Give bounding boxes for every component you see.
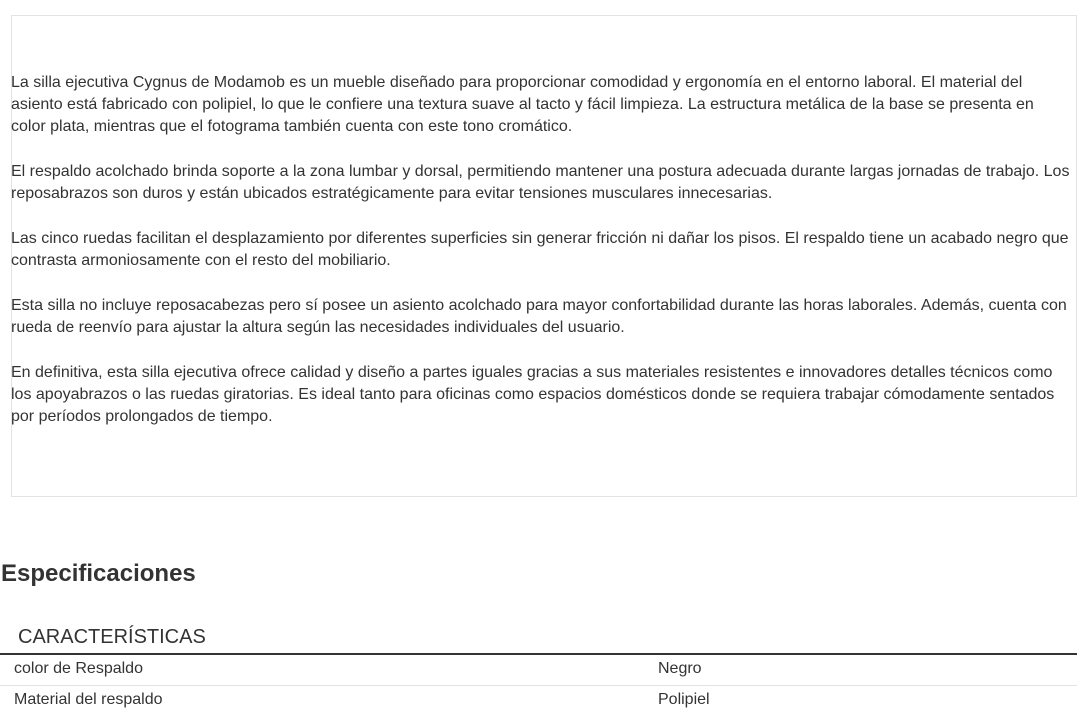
description-paragraph-3: Las cinco ruedas facilitan el desplazamiento por diferentes superficies sin generar fricción ni dañar los pisos. El respaldo tiene un acabado negro que contrasta armoniosamente con el resto del mobiliario. [11, 230, 1069, 269]
description-paragraph-4: Esta silla no incluye reposacabezas pero sí posee un asiento acolchado para mayor confortabilidad durante las horas laborales. Además, cuenta con rueda de reenvío para ajustar la altura según las necesidades individuales del usuario. [11, 297, 1067, 336]
specifications-table [0, 655, 1077, 716]
description-text [11, 72, 1071, 451]
characteristics-section-header: CARACTERÍSTICAS [18, 626, 206, 648]
spec-name: color de Respaldo [14, 660, 143, 677]
spec-value: Negro [658, 660, 702, 677]
specifications-heading: Especificaciones [1, 560, 196, 587]
spec-name: Material del respaldo [14, 691, 163, 708]
description-paragraph-1: La silla ejecutiva Cygnus de Modamob es un mueble diseñado para proporcionar comodidad y ergonomía en el entorno laboral. El material del asiento está fabricado con polipiel, lo que le confiere una textura suave al tacto y fácil limpieza. La estructura metálica de la base se presenta en color plata, mientras que el fotograma también cuenta con este tono cromático. [11, 74, 1034, 135]
description-paragraph-2: El respaldo acolchado brinda soporte a la zona lumbar y dorsal, permitiendo mantener una postura adecuada durante largas jornadas de trabajo. Los reposabrazos son duros y están ubicados estratégicamente para evitar tensiones musculares innecesarias. [11, 163, 1070, 202]
spec-row-backrest-material [0, 686, 1077, 716]
spec-value: Polipiel [658, 691, 710, 708]
description-paragraph-5: En definitiva, esta silla ejecutiva ofrece calidad y diseño a partes iguales gracias a sus materiales resistentes e innovadores detalles técnicos como los apoyabrazos o las ruedas giratorias. Es ideal tanto para oficinas como espacios domésticos donde se requiera trabajar cómodamente sentados por períodos prolongados de tiempo. [11, 364, 1055, 425]
spec-row-backrest-color [0, 655, 1077, 686]
